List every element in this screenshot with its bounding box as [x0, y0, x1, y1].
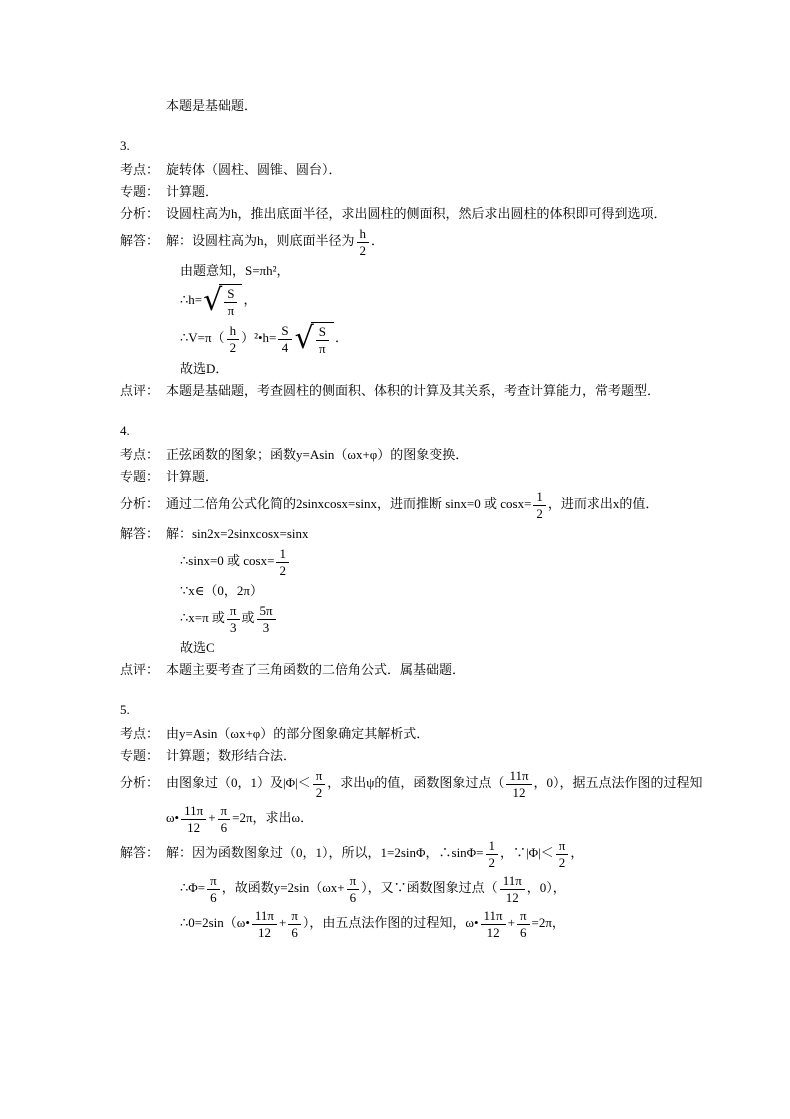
- solution-row: [120, 490, 764, 521]
- fraction-numerator: π: [347, 874, 360, 890]
- fraction: [316, 325, 329, 356]
- row-content: [180, 908, 565, 940]
- problem-number: 3.: [120, 138, 130, 153]
- row-content: [166, 98, 257, 113]
- text-run: ∵x∈（0，2π）: [180, 583, 263, 598]
- fraction: [347, 874, 360, 905]
- fraction-denominator: 3: [262, 620, 270, 635]
- fraction: [181, 804, 206, 835]
- text-run: 通过二倍角公式化简的2sinxcosx=sinx，进而推断 sinx=0 或 cosx=: [166, 496, 532, 512]
- row-content: [180, 603, 278, 635]
- row-content: [166, 447, 468, 462]
- fraction-denominator: 2: [536, 506, 543, 521]
- fraction-denominator: 2: [558, 855, 566, 870]
- fraction: [481, 909, 506, 940]
- row-content: [180, 263, 290, 278]
- solution-row: [120, 582, 764, 600]
- row-content: [166, 768, 703, 800]
- row-content: [166, 469, 218, 484]
- text-run: +: [208, 810, 216, 826]
- text-run: ，0），据五点法作图的过程知: [533, 775, 703, 791]
- fraction-numerator: 11π: [506, 769, 531, 785]
- text-run: 计算题．: [166, 184, 219, 199]
- fraction-denominator: 6: [349, 890, 357, 905]
- fraction-denominator: 3: [229, 620, 237, 635]
- text-run: 设圆柱高为h，推出底面半径，求出圆柱的侧面积，然后求出圆柱的体积即可得到选项．: [166, 206, 667, 221]
- fraction: [227, 604, 240, 635]
- row-content: [180, 321, 348, 356]
- text-run: ∴sinx=0 或 cosx=: [180, 553, 275, 569]
- row-content: [180, 640, 215, 655]
- text-run: ），由五点法作图的过程知，ω•: [302, 915, 479, 931]
- row-label: 分析：: [120, 496, 160, 512]
- fraction: [517, 909, 530, 940]
- text-run: ，0），: [526, 880, 566, 896]
- solution-row: [120, 227, 764, 258]
- solution-row: [120, 446, 764, 464]
- fraction: [276, 547, 289, 578]
- radicand: [219, 284, 242, 318]
- fraction-denominator: 6: [220, 820, 228, 835]
- radicand: [311, 322, 334, 356]
- text-run: ∴x=π 或: [180, 610, 225, 626]
- fraction-denominator: 2: [279, 563, 286, 578]
- solution-row: [120, 262, 764, 280]
- row-label: 分析：: [120, 775, 160, 791]
- fraction-numerator: h: [227, 324, 240, 340]
- row-label: 点评：: [120, 662, 160, 677]
- row-content: [180, 583, 263, 598]
- fraction-numerator: S: [316, 325, 329, 341]
- row-content: [180, 361, 228, 376]
- text-run: 故选C: [180, 640, 215, 655]
- text-run: ω•: [166, 810, 180, 826]
- fraction-numerator: 11π: [252, 909, 277, 925]
- fraction: [506, 769, 531, 800]
- fraction-numerator: π: [207, 874, 220, 890]
- fraction-numerator: π: [517, 909, 530, 925]
- square-root: [295, 322, 334, 356]
- fraction: [533, 490, 546, 521]
- solution-row: [120, 909, 764, 940]
- row-content: [166, 206, 667, 221]
- solution-row: [120, 769, 764, 800]
- fraction-denominator: 2: [229, 339, 237, 355]
- text-run: 旋转体（圆柱、圆锥、圆台）．: [166, 162, 342, 177]
- solution-row: [120, 360, 764, 378]
- fraction: [227, 324, 240, 355]
- fraction-denominator: π: [227, 303, 235, 318]
- fraction-denominator: π: [319, 341, 326, 356]
- text-run: 解：设圆柱高为h，则底面半径为: [166, 233, 355, 249]
- row-content: [166, 226, 385, 258]
- row-content: [166, 662, 465, 677]
- row-content: [180, 546, 291, 578]
- problem-number: 4.: [120, 423, 130, 438]
- text-run: ），又∵函数图象过点（: [361, 880, 498, 896]
- text-run: 故选D．: [180, 361, 229, 376]
- text-run: 本题主要考查了三角函数的二倍角公式．属基础题．: [166, 662, 466, 677]
- fraction: [486, 839, 499, 870]
- row-content: [166, 383, 660, 398]
- text-run: 本题是基础题．: [166, 98, 258, 113]
- solution-row: [120, 382, 764, 400]
- row-label: 考点：: [120, 162, 160, 177]
- fraction: [556, 839, 569, 870]
- fraction-numerator: S: [224, 287, 237, 303]
- fraction-denominator: 6: [519, 925, 527, 940]
- solution-row: [120, 604, 764, 635]
- text-run: 解：sin2x=2sinxcosx=sinx: [166, 526, 309, 541]
- text-run: ∴0=2sin（ω•: [180, 915, 250, 931]
- fraction-numerator: 1: [486, 839, 499, 855]
- text-run: =2π，求出ω．: [232, 810, 314, 826]
- fraction: [288, 909, 301, 940]
- fraction-denominator: 12: [187, 820, 201, 835]
- text-run: ，进而求出x的值．: [547, 496, 659, 512]
- solution-document: [120, 97, 764, 940]
- row-content: [166, 184, 218, 199]
- text-run: 正弦函数的图象；函数y=Asin（ωx+φ）的图象变换．: [166, 447, 469, 462]
- fraction: [278, 324, 291, 355]
- fraction-denominator: 2: [315, 785, 323, 800]
- text-run: 计算题．: [166, 469, 219, 484]
- fraction-numerator: π: [288, 909, 301, 925]
- fraction: [357, 227, 370, 258]
- fraction-denominator: 12: [512, 785, 526, 800]
- fraction: [252, 909, 277, 940]
- solution-row: [120, 661, 764, 679]
- fraction-denominator: 4: [281, 339, 289, 355]
- solution-row: [120, 804, 764, 835]
- fraction: [500, 874, 525, 905]
- text-run: ∴h=: [180, 291, 203, 307]
- solution-row: [120, 547, 764, 578]
- solution-row: [120, 183, 764, 201]
- problem-number: 5.: [120, 702, 130, 717]
- text-run: ，: [570, 845, 584, 861]
- fraction-numerator: 11π: [181, 804, 206, 820]
- text-run: ．: [371, 233, 385, 249]
- fraction-numerator: 1: [276, 547, 289, 563]
- row-content: [166, 726, 429, 741]
- row-content: [166, 748, 296, 763]
- text-run: ，: [243, 291, 257, 307]
- fraction-numerator: π: [556, 839, 569, 855]
- solution-row: [120, 839, 764, 870]
- row-label: 专题：: [120, 469, 160, 484]
- text-run: =2π，: [531, 915, 565, 931]
- fraction-numerator: 1: [533, 490, 546, 506]
- fraction-numerator: S: [278, 324, 291, 340]
- fraction-denominator: 12: [257, 925, 271, 940]
- text-run: ，故函数y=2sin（ωx+: [221, 880, 345, 896]
- text-run: 或: [241, 610, 255, 626]
- row-content: [180, 283, 257, 318]
- text-run: ，求出ψ的值，函数图象过点（: [327, 775, 505, 791]
- fraction-denominator: 6: [291, 925, 298, 940]
- square-root: [203, 284, 242, 318]
- text-run: +: [278, 915, 287, 931]
- row-label: 专题：: [120, 184, 160, 199]
- row-label: 点评：: [120, 383, 160, 398]
- fraction: [257, 604, 276, 635]
- fraction-numerator: π: [313, 769, 326, 785]
- row-label: 分析：: [120, 206, 160, 221]
- text-run: 由图象过（0，1）及|Φ|＜: [166, 775, 311, 791]
- fraction-denominator: 2: [488, 855, 496, 870]
- radical-sign-icon: √: [203, 283, 223, 318]
- text-run: 计算题；数形结合法．: [166, 748, 297, 763]
- solution-row: [120, 205, 764, 223]
- row-label: 考点：: [120, 726, 160, 741]
- row-label: 解答：: [120, 233, 160, 249]
- solution-row: [120, 284, 764, 318]
- text-run: 由y=Asin（ωx+φ）的部分图象确定其解析式．: [166, 726, 430, 741]
- row-content: [180, 873, 566, 905]
- fraction-denominator: 12: [486, 925, 500, 940]
- row-content: [166, 803, 314, 835]
- fraction-denominator: 6: [210, 890, 217, 905]
- solution-row: [120, 97, 764, 115]
- row-label: 专题：: [120, 748, 160, 763]
- text-run: 本题是基础题，考查圆柱的侧面积、体积的计算及其关系，考查计算能力，常考题型．: [166, 383, 661, 398]
- fraction: [218, 804, 231, 835]
- solution-row: [120, 747, 764, 765]
- text-run: ，∵|Φ|＜: [500, 845, 554, 861]
- solution-row: [120, 322, 764, 356]
- solution-row: [120, 525, 764, 543]
- fraction-denominator: 2: [359, 243, 367, 258]
- solution-row: [120, 161, 764, 179]
- text-run: ．: [334, 329, 348, 345]
- fraction: [207, 874, 220, 905]
- text-run: 解：因为函数图象过（0，1），所以，1=2sinΦ，∴sinΦ=: [166, 845, 484, 861]
- row-content: [166, 489, 659, 521]
- fraction-denominator: 12: [505, 890, 519, 905]
- fraction-numerator: h: [357, 227, 370, 243]
- solution-row: [120, 725, 764, 743]
- fraction-numerator: 11π: [500, 874, 525, 890]
- fraction-numerator: 5π: [257, 604, 276, 620]
- solution-row: [120, 468, 764, 486]
- solution-row: [120, 639, 764, 657]
- row-label: 考点：: [120, 447, 160, 462]
- row-label: 解答：: [120, 845, 160, 861]
- solution-row: [120, 874, 764, 905]
- fraction: [224, 287, 237, 318]
- row-content: [166, 162, 342, 177]
- text-run: +: [507, 915, 515, 931]
- fraction-numerator: π: [227, 604, 240, 620]
- text-run: ∴V=π（: [180, 329, 225, 345]
- radical-sign-icon: √: [294, 321, 314, 356]
- fraction-numerator: π: [218, 804, 231, 820]
- row-content: [166, 838, 584, 870]
- row-label: 解答：: [120, 526, 160, 541]
- row-content: [166, 526, 309, 541]
- text-run: ）²•h=: [241, 329, 277, 345]
- text-run: 由题意知，S=πh²，: [180, 263, 290, 278]
- text-run: ∴Φ=: [180, 880, 206, 896]
- fraction: [313, 769, 326, 800]
- fraction-numerator: 11π: [481, 909, 506, 925]
